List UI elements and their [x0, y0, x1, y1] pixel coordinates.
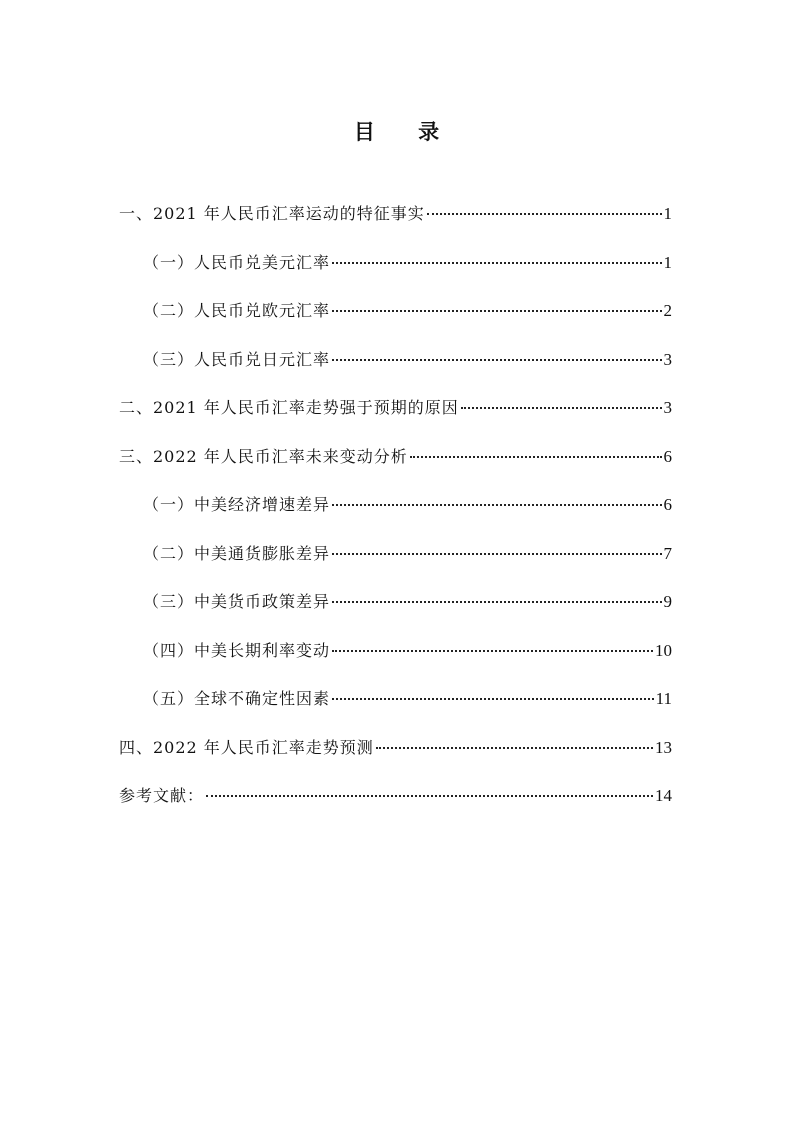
toc-list: [119, 201, 672, 832]
toc-page-number: 1: [663, 204, 672, 223]
toc-entry-text: 二、2021 年人民币汇率走势强于预期的原因: [119, 398, 459, 417]
toc-dot-leader: [427, 213, 662, 215]
toc-page-number: 6: [663, 495, 672, 514]
toc-page-number: 3: [663, 349, 672, 369]
toc-entry-section-3-5[interactable]: [119, 686, 672, 735]
toc-dot-leader: [332, 310, 661, 312]
toc-entry-section-3-2[interactable]: [119, 541, 672, 590]
toc-dot-leader: [376, 747, 653, 749]
toc-page-number: 6: [663, 446, 672, 466]
toc-entry-section-4[interactable]: [119, 735, 672, 784]
toc-page-number: 9: [663, 592, 672, 611]
toc-entry-references[interactable]: [119, 783, 672, 832]
toc-dot-leader: [332, 262, 661, 264]
toc-entry-text: （三）中美货币政策差异: [143, 592, 331, 611]
toc-entry-text: （三）人民币兑日元汇率: [143, 349, 331, 369]
toc-dot-leader: [206, 795, 653, 797]
toc-page-number: 7: [663, 543, 672, 563]
toc-entry-text: （二）中美通货膨胀差异: [143, 543, 331, 563]
toc-entry-section-1-2[interactable]: [119, 298, 672, 347]
toc-entry-section-1-1[interactable]: [119, 250, 672, 299]
toc-entry-section-3-4[interactable]: [119, 638, 672, 687]
toc-entry-text: （一）人民币兑美元汇率: [143, 252, 331, 272]
toc-entry-section-3-3[interactable]: [119, 589, 672, 638]
toc-entry-text: 三、2022 年人民币汇率未来变动分析: [119, 446, 408, 466]
toc-title: 目 录: [353, 119, 458, 144]
toc-page-number: 13: [655, 737, 672, 757]
toc-entry-text: （五）全球不确定性因素: [143, 689, 331, 708]
toc-entry-text: 参考文献：: [119, 786, 205, 805]
toc-dot-leader: [332, 553, 661, 555]
toc-dot-leader: [410, 456, 662, 458]
toc-entry-text: （二）人民币兑欧元汇率: [143, 301, 331, 320]
toc-dot-leader: [332, 359, 661, 361]
toc-entry-section-1-3[interactable]: [119, 347, 672, 396]
toc-entry-section-3-1[interactable]: [119, 492, 672, 541]
toc-page-number: 14: [655, 786, 672, 805]
toc-dot-leader: [461, 407, 662, 409]
toc-dot-leader: [332, 698, 654, 700]
toc-entry-text: 四、2022 年人民币汇率走势预测: [119, 737, 374, 757]
toc-page-number: 1: [663, 252, 672, 272]
toc-page-number: 11: [655, 689, 672, 708]
toc-entry-section-3[interactable]: [119, 444, 672, 493]
toc-entry-text: （四）中美长期利率变动: [143, 640, 331, 660]
toc-entry-section-1[interactable]: [119, 201, 672, 250]
toc-entry-text: （一）中美经济增速差异: [143, 495, 331, 514]
toc-page-number: 2: [663, 301, 672, 320]
toc-entry-text: 一、2021 年人民币汇率运动的特征事实: [119, 204, 425, 223]
toc-entry-section-2[interactable]: [119, 395, 672, 444]
toc-dot-leader: [332, 601, 661, 603]
toc-dot-leader: [332, 504, 661, 506]
toc-page-number: 10: [655, 640, 672, 660]
toc-dot-leader: [332, 650, 653, 652]
toc-page-number: 3: [663, 398, 672, 417]
